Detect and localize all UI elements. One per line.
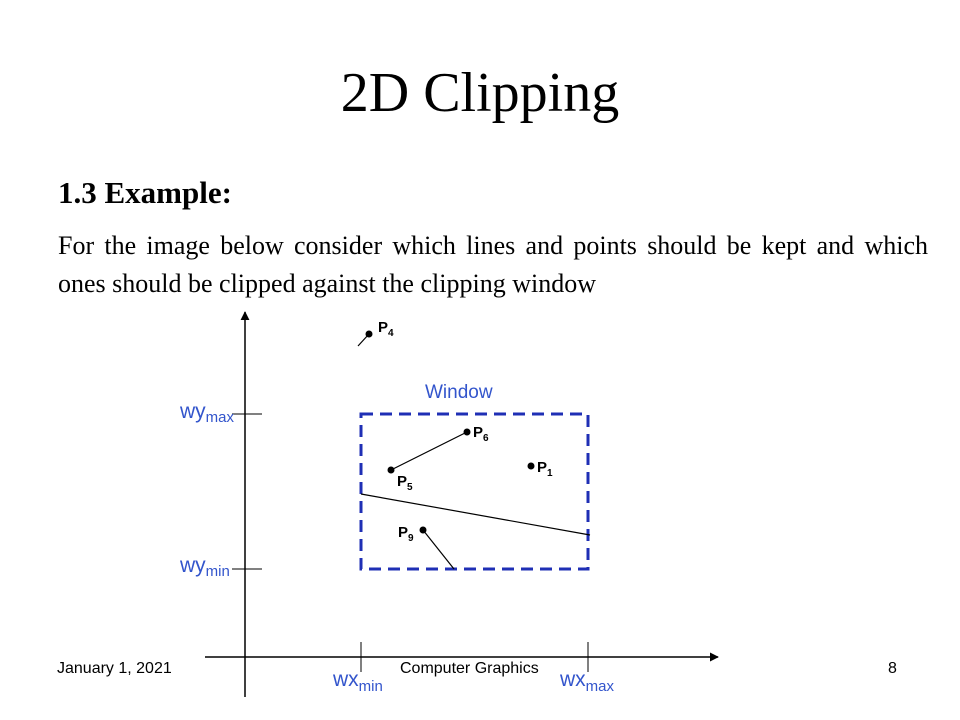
label-p9: $P_9$ [398, 524, 414, 544]
label-p6: $P_6$ [473, 424, 489, 444]
footer-page-number: 8 [888, 660, 897, 677]
line-p5-p6 [391, 432, 467, 470]
wx-max-label: $wx_{max}$ [560, 668, 615, 695]
example-heading: 1.3 Example: [58, 175, 232, 210]
point-p9 [420, 527, 427, 534]
footer-date: January 1, 2021 [57, 660, 172, 677]
label-p4: $P_4$ [378, 319, 394, 339]
point-p4 [366, 331, 373, 338]
wy-max-label: wymax [180, 400, 235, 426]
point-p1 [528, 463, 535, 470]
example-description: For the image below consider which lines and points should be kept and which ones should be clipped against the clipping window [58, 231, 928, 298]
window-label: Window [425, 382, 493, 403]
wx-min-label: $wx_{min}$ [333, 668, 383, 695]
label-p5: $P_5$ [397, 473, 413, 493]
wy-min-label: wymin [180, 554, 230, 580]
point-p5 [388, 467, 395, 474]
label-p1: $P_1$ [537, 459, 553, 479]
point-p6 [464, 429, 471, 436]
line-crossing-window [361, 494, 590, 535]
slide-title: 2D Clipping [340, 62, 620, 124]
footer-course: Computer Graphics [400, 660, 539, 677]
line-p9 [423, 530, 454, 569]
